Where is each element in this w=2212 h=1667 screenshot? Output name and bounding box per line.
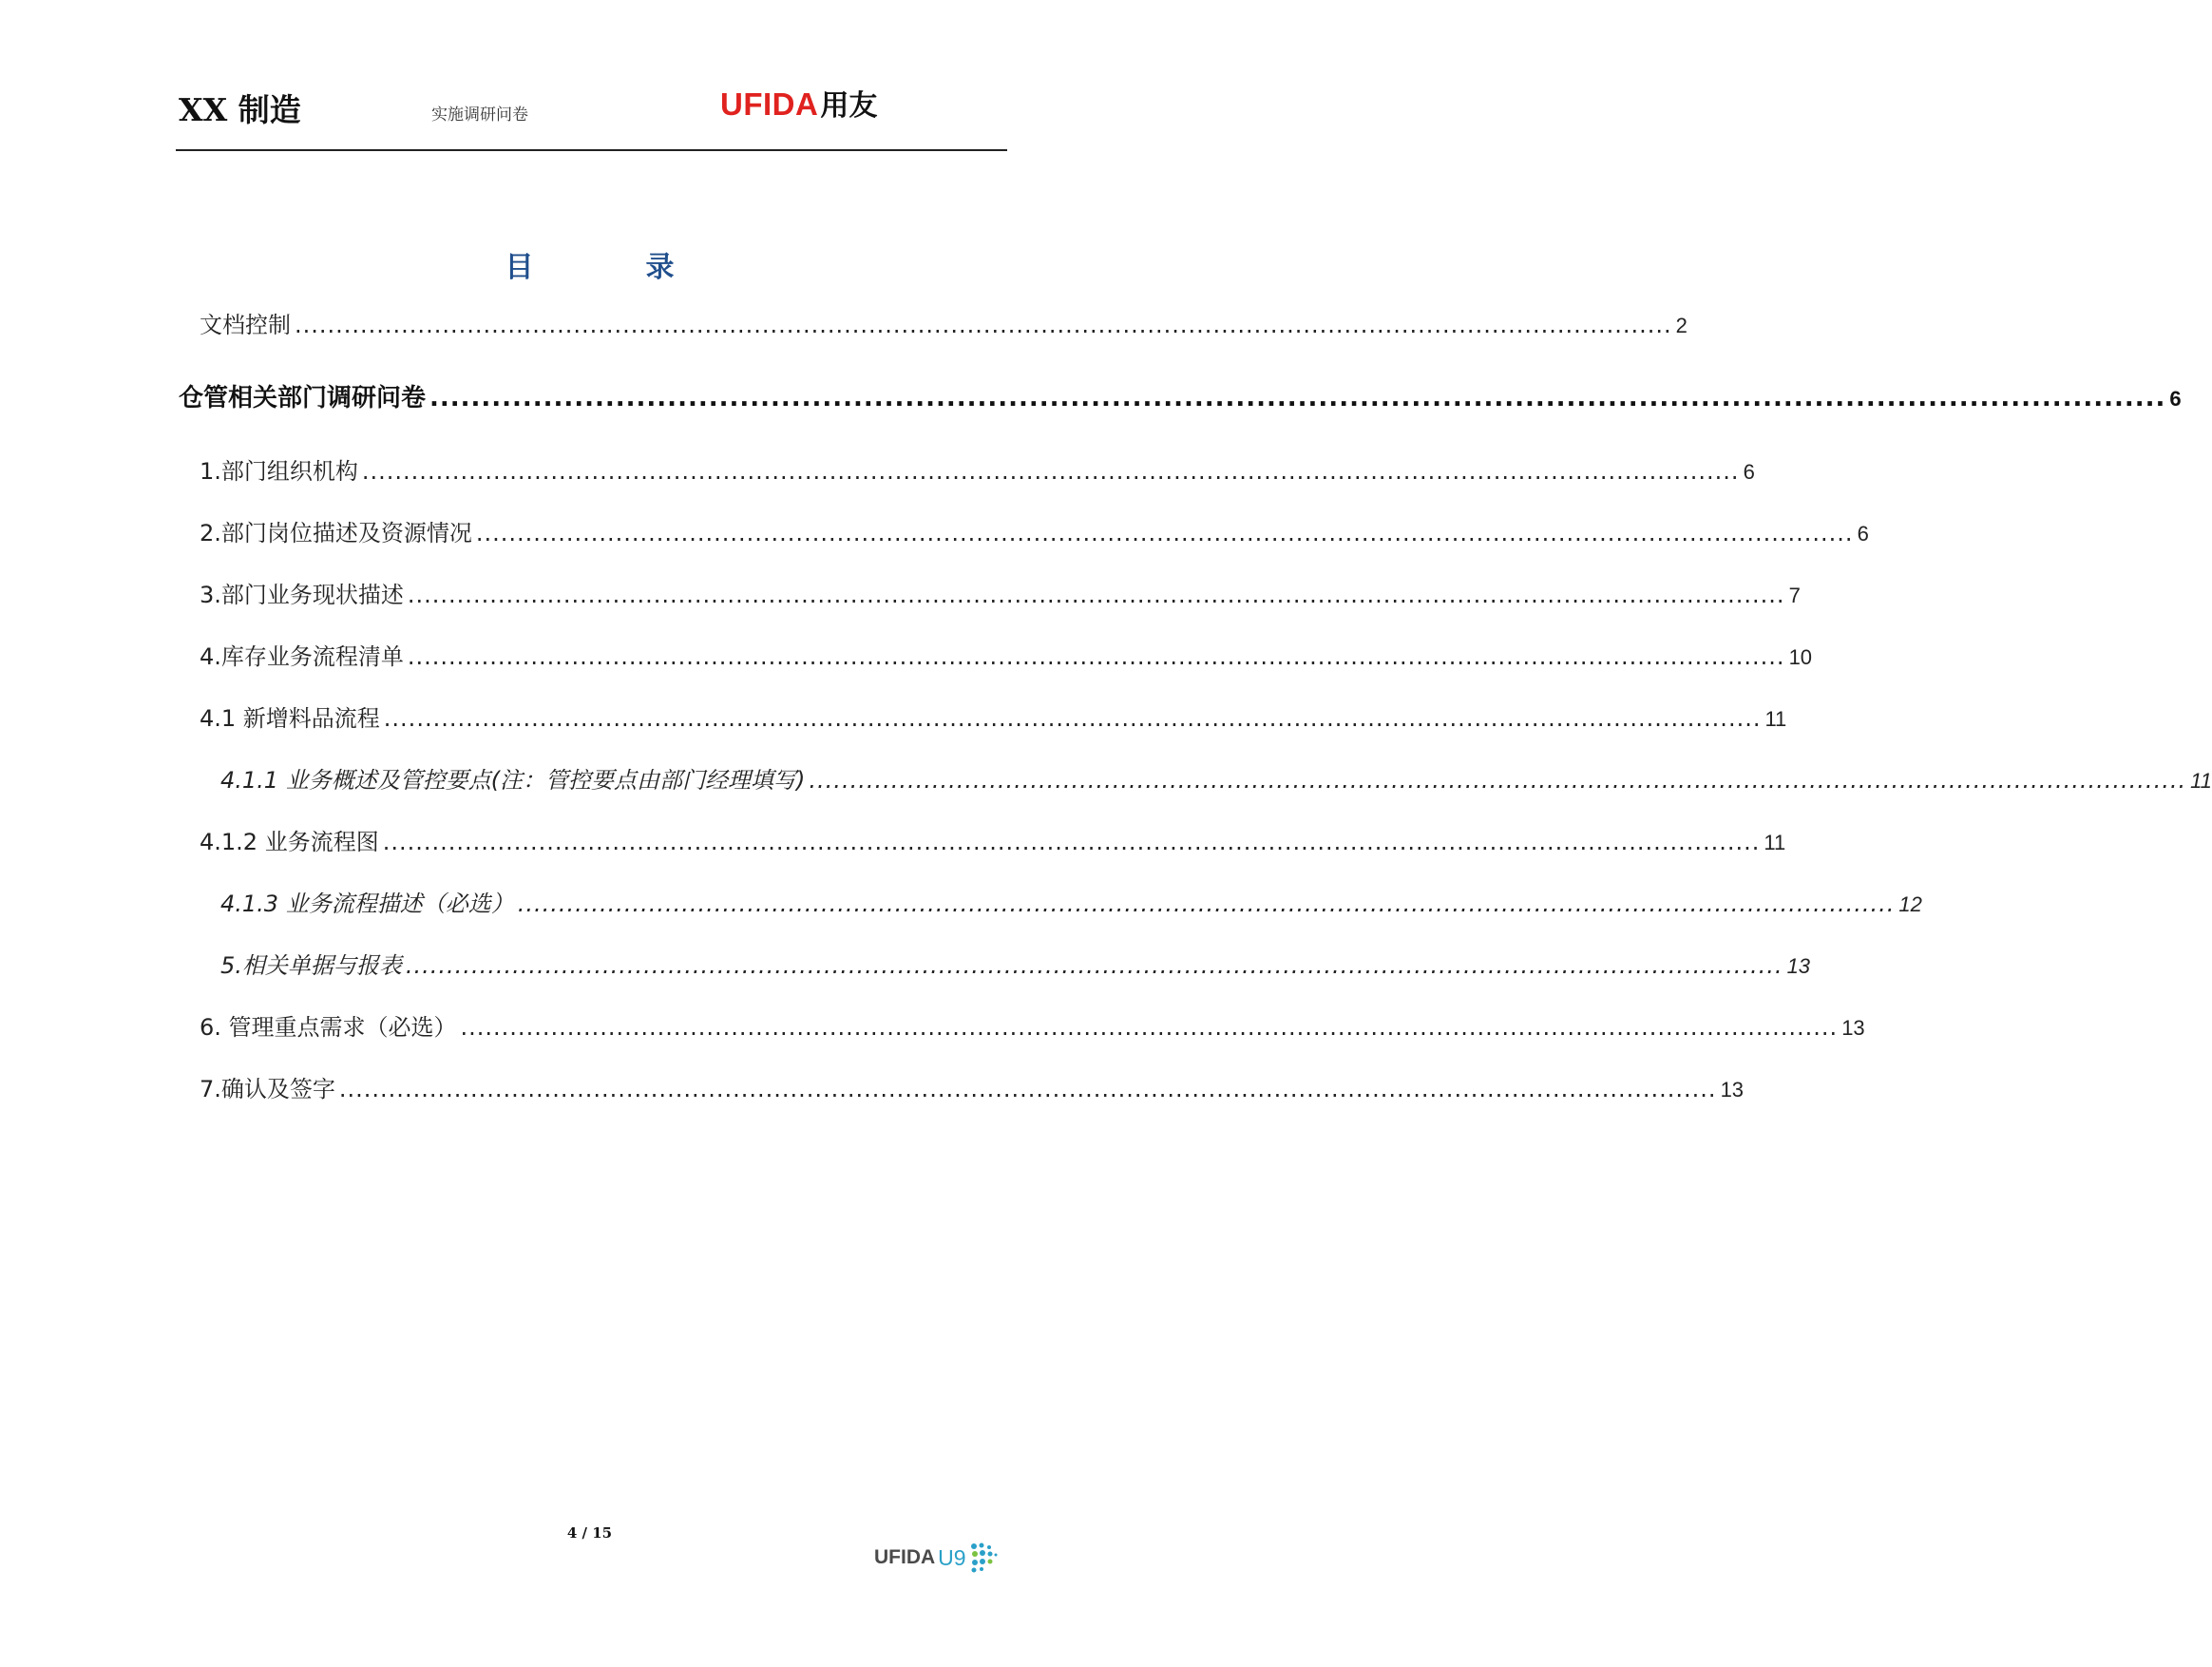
toc-entry-page: 12 — [1898, 892, 1922, 916]
page-number: 4 / 15 — [566, 1524, 613, 1542]
toc-leader: ........................................................................................................................................................................ — [405, 952, 1783, 979]
toc-leader: ........................................................................................................................................................................ — [517, 891, 1896, 917]
toc-entry[interactable] — [200, 306, 1688, 339]
toc-entry-label: 6. 管理重点需求（必选） — [200, 1014, 457, 1041]
toc-title-right: 录 — [645, 251, 675, 284]
toc-leader: ........................................................................................................................................................................ — [429, 384, 2166, 412]
toc-entry-page: 11 — [2190, 769, 2212, 793]
toc-entry[interactable] — [200, 823, 1786, 856]
toc-entry-label: 5.相关单据与报表 — [220, 952, 402, 979]
toc-leader: ........................................................................................................................................................................ — [382, 829, 1761, 855]
toc-entry-page: 11 — [1764, 831, 1786, 854]
header-divider — [176, 149, 1007, 151]
toc-entry-label: 4.1.3 业务流程描述（必选） — [220, 891, 514, 917]
logo-chinese-text: 用友 — [820, 89, 878, 123]
toc-title-left: 目 — [505, 251, 534, 284]
toc-entry-label: 仓管相关部门调研问卷 — [179, 384, 427, 412]
toc-entry-label: 7.确认及签字 — [200, 1076, 335, 1102]
toc-entry-label: 4.1.1 业务概述及管控要点(注：管控要点由部门经理填写) — [220, 767, 806, 794]
toc-leader: ........................................................................................................................................................................ — [809, 767, 2187, 794]
toc-leader: ........................................................................................................................................................................ — [295, 312, 1672, 338]
toc-entry-page: 7 — [1788, 584, 1801, 607]
toc-entry[interactable] — [220, 761, 2212, 795]
toc-entry-label: 2.部门岗位描述及资源情况 — [200, 520, 472, 546]
toc-entry-label: 3.部门业务现状描述 — [200, 582, 404, 608]
company-name: XX 制造 — [179, 91, 301, 128]
toc-entry-page: 11 — [1764, 707, 1787, 731]
toc-entry[interactable] — [200, 576, 1801, 609]
dot-grid-icon — [969, 1542, 998, 1574]
toc-title — [0, 243, 1179, 285]
toc-leader: ........................................................................................................................................................................ — [361, 458, 1740, 485]
toc-leader: ........................................................................................................................................................................ — [475, 520, 1854, 546]
toc-entry-page: 2 — [1675, 314, 1688, 337]
toc-leader: ........................................................................................................................................................................ — [407, 582, 1785, 608]
toc-entry-page: 13 — [1841, 1016, 1865, 1040]
toc-entry[interactable] — [200, 638, 1813, 671]
toc-entry[interactable] — [200, 452, 1755, 486]
logo-latin-text: UFIDA — [720, 86, 819, 122]
toc-entry-label: 4.库存业务流程清单 — [200, 643, 404, 670]
toc-entry[interactable] — [220, 947, 1811, 980]
ufida-logo — [720, 82, 877, 124]
toc-entry-page: 6 — [2169, 387, 2182, 411]
toc-entry[interactable] — [200, 699, 1787, 733]
toc-entry[interactable] — [179, 378, 2182, 413]
toc-entry[interactable] — [200, 514, 1869, 547]
toc-entry-label: 1.部门组织机构 — [200, 458, 358, 485]
toc-entry[interactable] — [200, 1070, 1745, 1103]
footer-logo-product: U9 — [938, 1544, 966, 1570]
toc-entry-label: 文档控制 — [200, 312, 291, 338]
toc-leader: ........................................................................................................................................................................ — [383, 705, 1762, 732]
toc-leader: ........................................................................................................................................................................ — [338, 1076, 1717, 1102]
ufida-u9-logo — [874, 1542, 998, 1574]
toc-entry-label: 4.1.2 业务流程图 — [200, 829, 379, 855]
toc-entry-page: 13 — [1786, 954, 1811, 978]
toc-entry-page: 6 — [1857, 522, 1869, 546]
toc-leader: ........................................................................................................................................................................ — [407, 643, 1785, 670]
toc-entry-page: 13 — [1720, 1078, 1745, 1102]
toc-entry-page: 6 — [1743, 460, 1755, 484]
document-subtitle: 实施调研问卷 — [431, 105, 528, 125]
toc-entry[interactable] — [200, 1008, 1865, 1042]
toc-entry-label: 4.1 新增料品流程 — [200, 705, 380, 732]
footer-logo-word: UFIDA — [874, 1546, 936, 1568]
toc-leader: ........................................................................................................................................................................ — [460, 1014, 1839, 1041]
toc-entry[interactable] — [220, 885, 1922, 918]
toc-entry-page: 10 — [1788, 645, 1813, 669]
